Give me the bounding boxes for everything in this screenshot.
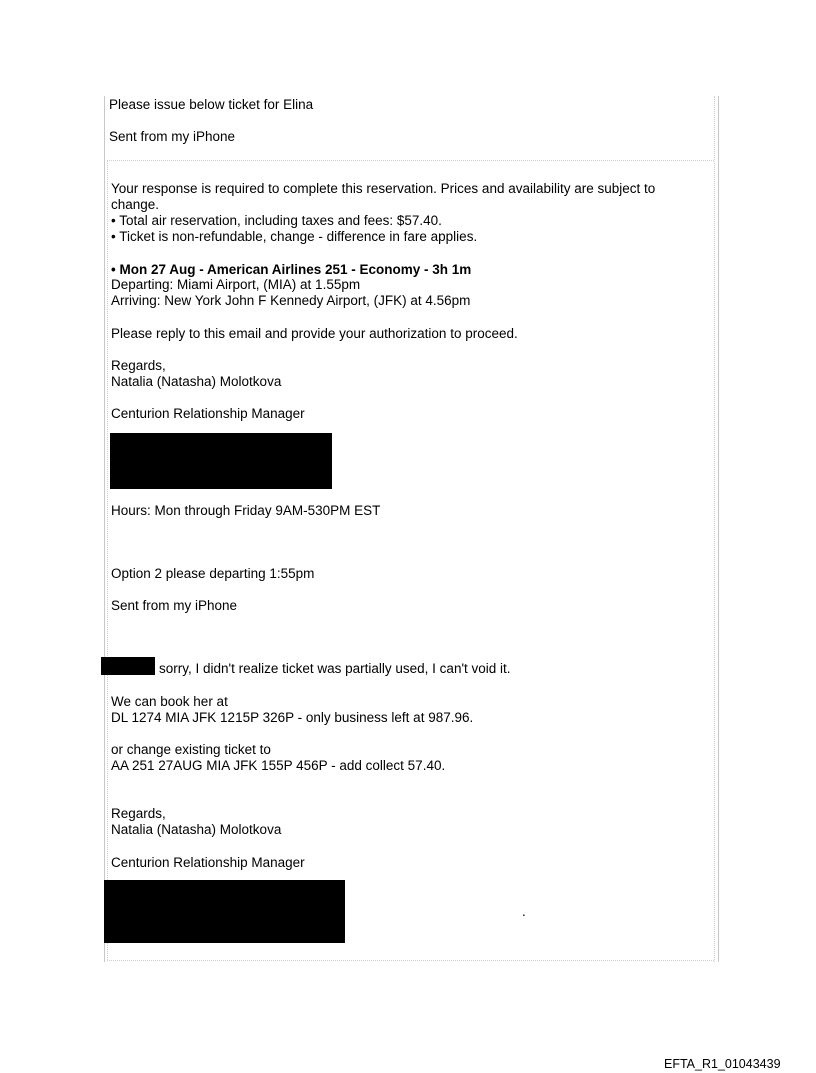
quote-intro-line2: change. <box>111 197 160 212</box>
quote-bottom-border <box>107 960 714 961</box>
quote-bullet-total: • Total air reservation, including taxes and fees: $57.40. <box>111 213 442 228</box>
outer-message-line: Please issue below ticket for Elina <box>109 97 314 112</box>
aa-flight-line: AA 251 27AUG MIA JFK 155P 456P - add collect 57.40. <box>111 758 446 773</box>
redaction-block-2 <box>104 880 345 943</box>
reply-option: Option 2 please departing 1:55pm <box>111 566 315 581</box>
flight-heading: • Mon 27 Aug - American Airlines 251 - Economy - 3h 1m <box>111 262 472 277</box>
quote-regards: Regards, <box>111 358 166 373</box>
quote-signature-title: Centurion Relationship Manager <box>111 406 305 421</box>
flight-arriving: Arriving: New York John F Kennedy Airport, (JFK) at 4.56pm <box>111 293 471 308</box>
hours: Hours: Mon through Friday 9AM-530PM EST <box>111 503 381 518</box>
book-line: We can book her at <box>111 694 228 709</box>
outer-sent-from: Sent from my iPhone <box>109 129 236 144</box>
earlier-regards: Regards, <box>111 806 166 821</box>
reply-sent-from: Sent from my iPhone <box>111 598 238 613</box>
quote-top-border <box>107 160 714 161</box>
quote-left-border <box>107 160 108 960</box>
right-border <box>718 96 719 962</box>
right-border-inner <box>714 96 715 962</box>
dl-flight-line: DL 1274 MIA JFK 1215P 326P - only business left at 987.96. <box>111 710 474 725</box>
quote-bullet-refund: • Ticket is non-refundable, change - difference in fare applies. <box>111 229 478 244</box>
change-line: or change existing ticket to <box>111 742 271 757</box>
quote-signature-name: Natalia (Natasha) Molotkova <box>111 374 282 389</box>
document-id: EFTA_R1_01043439 <box>664 1057 781 1071</box>
flight-departing: Departing: Miami Airport, (MIA) at 1.55pm <box>111 277 361 292</box>
sorry-line: sorry, I didn't realize ticket was partially used, I can't void it. <box>159 661 511 676</box>
earlier-signature-title: Centurion Relationship Manager <box>111 855 305 870</box>
redaction-name <box>101 657 155 675</box>
quote-intro-line1: Your response is required to complete this reservation. Prices and availability are subject to <box>111 181 656 196</box>
left-border <box>104 96 105 962</box>
reply-request: Please reply to this email and provide your authorization to proceed. <box>111 326 518 341</box>
redaction-block <box>110 433 332 489</box>
stray-dot: . <box>522 904 526 919</box>
earlier-signature-name: Natalia (Natasha) Molotkova <box>111 822 282 837</box>
